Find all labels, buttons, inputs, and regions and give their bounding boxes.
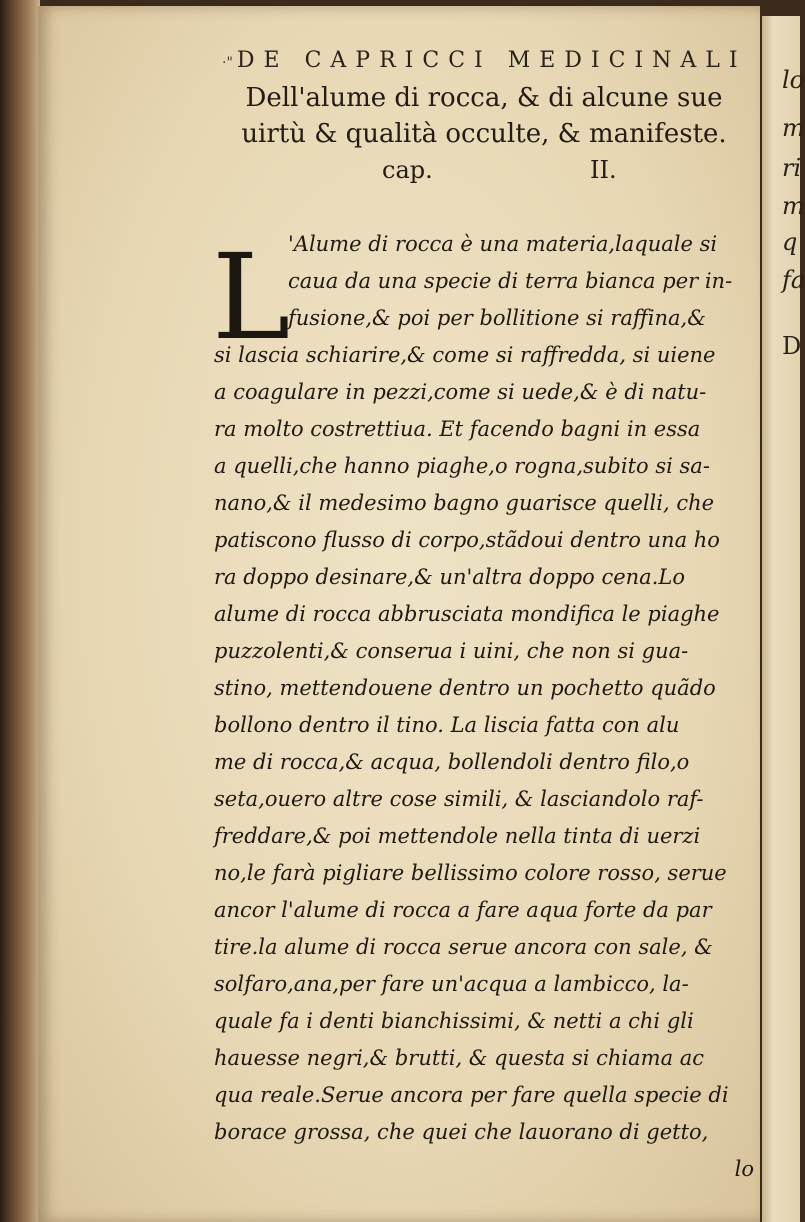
- text-line: fusione,& poi per bollitione si raffina,&: [288, 306, 706, 330]
- text-line: puzzolenti,& conserua i uini, che non si gua-: [214, 639, 689, 663]
- text-line: caua da una specie di terra bianca per in-: [288, 269, 733, 293]
- facing-page-fragment: D: [782, 332, 802, 360]
- chapter-title: Dell'alume di rocca, & di alcune sue uirtù & qualità occulte, & manifeste.: [241, 83, 727, 149]
- text-line: si lascia schiarire,& come si raffredda, si uiene: [214, 343, 716, 367]
- text-line: solfaro,ana,per fare un'acqua a lambicco, la-: [214, 972, 689, 996]
- book-gutter: [0, 0, 40, 1222]
- text-line: ra molto costrettiua. Et facendo bagni in essa: [214, 417, 701, 441]
- text-line: nano,& il medesimo bagno guarisce quelli, che: [214, 491, 715, 515]
- text-line: a quelli,che hanno piaghe,o rogna,subito si sa-: [214, 454, 710, 478]
- facing-page-fragment: ri: [782, 154, 802, 182]
- chapter-label: cap.: [382, 156, 433, 184]
- facing-page-fragment: q: [782, 228, 798, 256]
- facing-page-fragment: m: [782, 192, 805, 220]
- text-line: me di rocca,& acqua, bollendoli dentro filo,o: [214, 750, 690, 774]
- text-line: stino, mettendouene dentro un pochetto quãdo: [214, 676, 716, 700]
- ornament-mark: ·": [222, 55, 233, 71]
- text-line: bollono dentro il tino. La liscia fatta con alu: [214, 713, 680, 737]
- text-line: 'Alume di rocca è una materia,laquale si: [288, 232, 718, 256]
- body-text: [214, 226, 754, 1188]
- text-line: quale fa i denti bianchissimi, & netti a chi gli: [214, 1009, 694, 1033]
- running-head: [222, 48, 747, 73]
- text-line: hauesse negri,& brutti, & questa si chiama ac: [214, 1046, 705, 1070]
- text-line: ancor l'alume di rocca a fare aqua forte da par: [214, 898, 712, 922]
- running-head-text: DE CAPRICCI MEDICINALI: [236, 48, 747, 73]
- facing-page-fragment: lo: [782, 66, 805, 94]
- facing-page-fragment: m: [782, 114, 805, 142]
- text-line: freddare,& poi mettendole nella tinta di uerzi: [214, 824, 701, 848]
- drop-cap: L: [212, 228, 291, 366]
- catchword: lo: [734, 1157, 754, 1181]
- text-line: qua reale.Serue ancora per fare quella specie di: [214, 1083, 729, 1107]
- chapter-number: II.: [590, 156, 617, 184]
- text-line: no,le farà pigliare bellissimo colore rosso, serue: [214, 861, 727, 885]
- facing-page-edge: [762, 16, 805, 1222]
- text-line: tire.la alume di rocca serue ancora con sale, &: [214, 935, 713, 959]
- text-line: borace grossa, che quei che lauorano di getto,: [214, 1120, 709, 1144]
- text-line: seta,ouero altre cose simili, & lasciandolo raf-: [214, 787, 704, 811]
- text-line: alume di rocca abbrusciata mondifica le piaghe: [214, 602, 720, 626]
- text-line: patiscono flusso di corpo,stãdoui dentro una ho: [214, 528, 720, 552]
- text-line: ra doppo desinare,& un'altra doppo cena.Lo: [214, 565, 685, 589]
- text-line: a coagulare in pezzi,come si uede,& è di natu-: [214, 380, 707, 404]
- facing-page-fragment: fa: [782, 266, 805, 294]
